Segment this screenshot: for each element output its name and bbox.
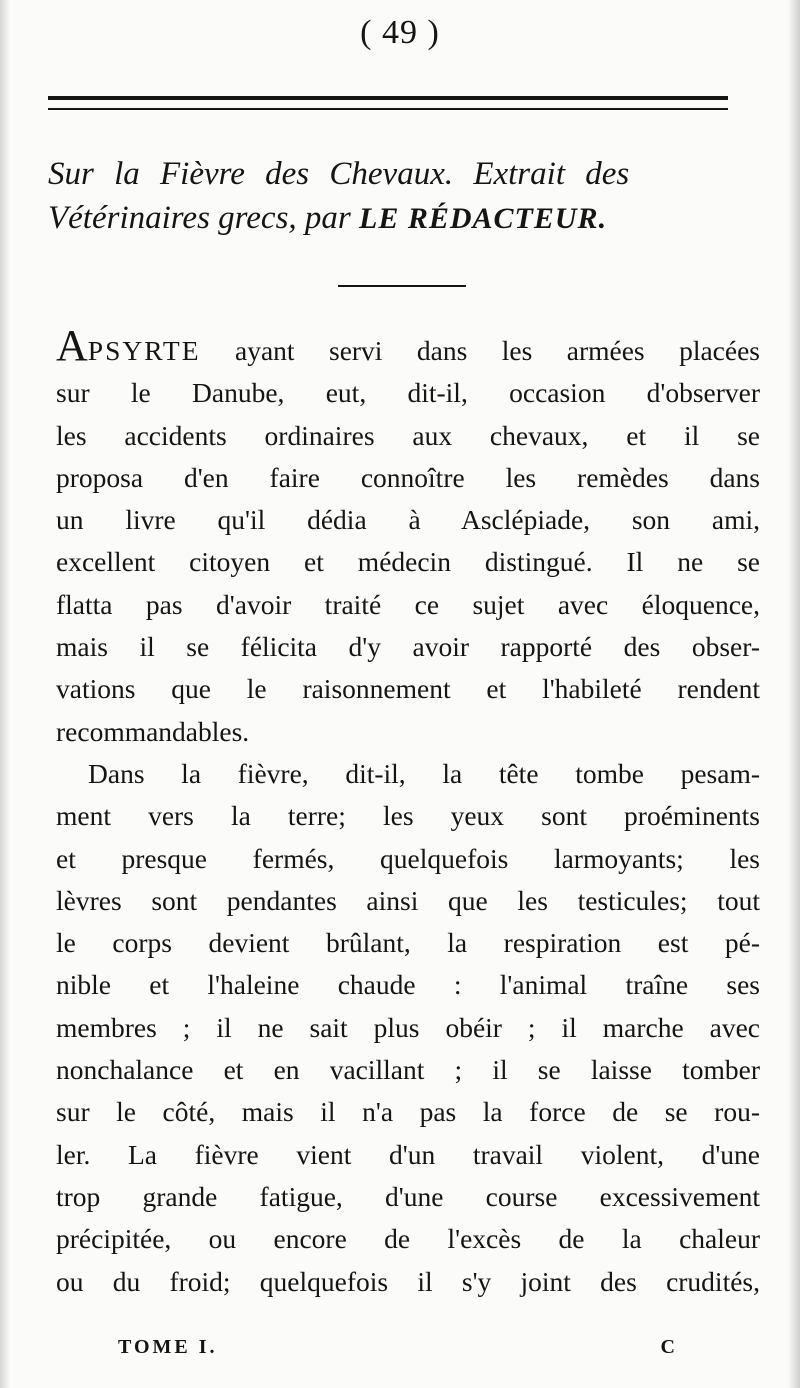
body-line: ler. La fièvre vient d'un travail violent, d'une xyxy=(56,1138,760,1170)
body-line: ou du froid; quelquefois il s'y joint des crudités, xyxy=(56,1265,760,1297)
article-title xyxy=(48,152,738,241)
page-edge-right xyxy=(788,0,800,1388)
body-line: recommandables. xyxy=(56,715,250,747)
title-line-1: Sur la Fièvre des Chevaux. Extrait des xyxy=(48,156,630,192)
drop-capital: A xyxy=(56,321,88,370)
header-rule-thin xyxy=(48,108,728,110)
signature-mark: C xyxy=(660,1336,678,1358)
body-line: proposa d'en faire connoître les remèdes dans xyxy=(56,461,760,493)
article-body xyxy=(56,321,760,1303)
body-line: ment vers la terre; les yeux sont proéminents xyxy=(56,800,760,832)
body-line-text: ayant servi dans les armées placées xyxy=(200,335,760,366)
body-line: sur le côté, mais il n'a pas la force de se rou- xyxy=(56,1096,760,1128)
body-line: précipitée, ou encore de l'excès de la chaleur xyxy=(56,1223,760,1255)
body-line: sur le Danube, eut, dit-il, occasion d'observer xyxy=(56,377,760,409)
title-line-2 xyxy=(48,196,738,241)
page-footer xyxy=(118,1336,678,1359)
header-rule-thick xyxy=(48,96,728,100)
body-line: Dans la fièvre, dit-il, la tête tombe pesam- xyxy=(88,757,760,789)
body-line: membres ; il ne sait plus obéir ; il marche avec xyxy=(56,1011,760,1043)
body-line: vations que le raisonnement et l'habileté rendent xyxy=(56,673,760,705)
title-separator-rule xyxy=(338,285,466,287)
volume-label: TOME I. xyxy=(118,1336,218,1358)
body-line: trop grande fatigue, d'une course excessivement xyxy=(56,1180,760,1212)
body-line: lèvres sont pendantes ainsi que les testicules; tout xyxy=(56,884,760,916)
body-line: nible et l'haleine chaude : l'animal traîne ses xyxy=(56,969,760,1001)
page-number: ( 49 ) xyxy=(360,14,440,51)
author-name-small-caps: PSYRTE xyxy=(87,335,201,366)
body-line xyxy=(56,321,760,372)
body-line: excellent citoyen et médecin distingué. Il ne se xyxy=(56,546,760,578)
body-line: les accidents ordinaires aux chevaux, et il se xyxy=(56,419,760,451)
body-line: un livre qu'il dédia à Asclépiade, son ami, xyxy=(56,504,760,536)
title-author: LE RÉDACTEUR. xyxy=(359,202,608,235)
page-edge-left xyxy=(0,0,10,1388)
body-line: le corps devient brûlant, la respiration est pé- xyxy=(56,927,760,959)
body-line: mais il se félicita d'y avoir rapporté des obser- xyxy=(56,631,760,663)
body-line: nonchalance et en vacillant ; il se laisse tomber xyxy=(56,1054,760,1086)
title-line-2-text: Vétérinaires grecs, par xyxy=(48,200,360,236)
body-line: flatta pas d'avoir traité ce sujet avec éloquence, xyxy=(56,588,760,620)
body-line: et presque fermés, quelquefois larmoyants; les xyxy=(56,842,760,874)
